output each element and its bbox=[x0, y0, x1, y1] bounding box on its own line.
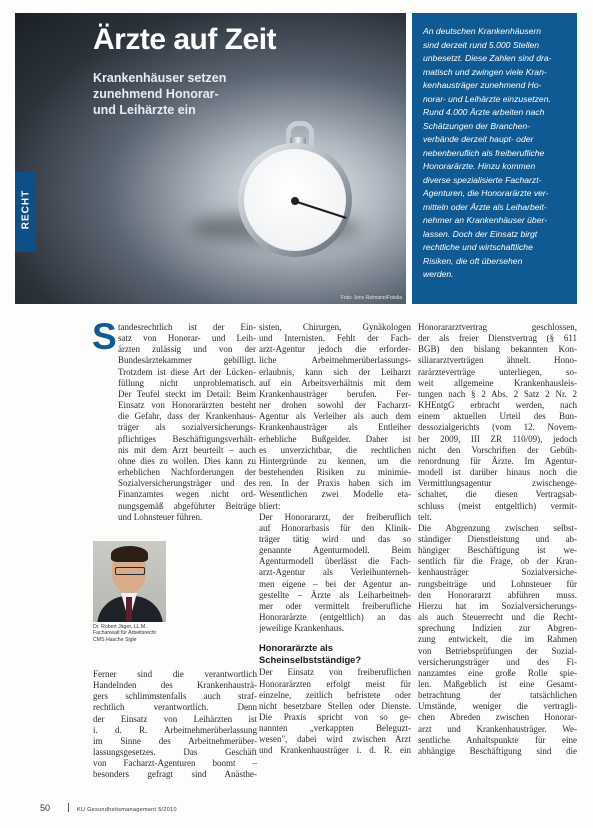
text-line: nicht besetzbare Stellen oder Dienste. bbox=[259, 700, 411, 711]
text-line: bestehenden Risiken zu minimie- bbox=[259, 467, 411, 478]
text-line: Vermittlungsagentur zwischenge- bbox=[418, 478, 577, 489]
text-line: kenhausträger Sozialversiche- bbox=[418, 567, 577, 578]
text-line: men eigene – bei der Agentur an- bbox=[259, 578, 411, 589]
article-subtitle bbox=[93, 70, 293, 118]
text-line: Krankenhausträger berufen. Fer- bbox=[259, 388, 411, 399]
stopwatch-hub bbox=[291, 197, 299, 205]
column-2-body bbox=[259, 322, 411, 634]
text-line: chen Abreden zwischen Honorar- bbox=[418, 712, 577, 723]
subhead-line: Honorarärzte als bbox=[259, 642, 333, 654]
text-line: ren. In der Praxis haben sich im bbox=[259, 478, 411, 489]
text-line: nannten „verkappten Beleguzt- bbox=[259, 723, 411, 734]
text-line: Umstände, weniger die vertragli- bbox=[418, 701, 577, 712]
text-line: der Einsatz von Leihärzten ist bbox=[93, 713, 257, 724]
text-line: und Krankenhausträger i. d. R. ein bbox=[259, 745, 411, 756]
text-line: ber 2009, III ZR 110/09), jedoch bbox=[418, 433, 577, 444]
section-tab bbox=[15, 172, 36, 252]
author-portrait bbox=[93, 541, 166, 622]
text-line: liche Arbeitnehmerüberlassungs- bbox=[259, 355, 411, 366]
text-line: ohne dies zu wollen. Dies kann zu bbox=[118, 455, 256, 466]
text-line: Bundesärztekammer gebilligt. bbox=[118, 355, 256, 366]
page-footer bbox=[40, 803, 177, 813]
hero-photo bbox=[15, 13, 406, 304]
text-line: erhebliche Bußgelder. Daher ist bbox=[259, 433, 411, 444]
text-line: bliert: bbox=[259, 500, 281, 511]
text-line: Die Praxis spricht von so ge- bbox=[259, 712, 411, 722]
text-line: gestellte – Ärzte als Leiharbeitneh- bbox=[259, 589, 411, 600]
text-line: erlaubnis, kann sich der Leiharzt bbox=[259, 366, 411, 377]
text-line: es unverzichtbar, die rechtlichen bbox=[259, 444, 411, 455]
text-line: sprechung Indizien zur Abgren- bbox=[418, 623, 577, 634]
photo-credit: Foto: Jens Reimann/Fotolia bbox=[340, 295, 402, 301]
intro-box bbox=[412, 13, 577, 304]
text-line: rungsbeiträge und Lohnsteuer für bbox=[418, 578, 577, 589]
text-line: satz von Honorar- und Leih- bbox=[118, 333, 256, 344]
text-line: ärzten zulässig und von der bbox=[118, 344, 256, 355]
text-line: arzt-Agentur jedoch die erforder- bbox=[259, 344, 411, 355]
intro-line: mitteln oder Ärzte als Leiharbeit- bbox=[423, 201, 547, 212]
text-line: schluss (meist entgeltlich) vermit- bbox=[418, 500, 577, 511]
text-line: Finanzamtes wegen nicht ord- bbox=[118, 489, 256, 500]
text-line: auf ein Arbeitsverhältnis mit dem bbox=[259, 377, 411, 388]
text-line: KHEntgG erbracht werden, nach bbox=[418, 400, 577, 411]
text-line: gers schlimmstenfalls auch straf- bbox=[93, 691, 257, 702]
article-title: Ärzte auf Zeit bbox=[93, 23, 277, 56]
text-line: Hierzu hat im Sozialversicherungs- bbox=[418, 600, 577, 611]
intro-line: Risiken, die oft übersehen bbox=[423, 255, 523, 266]
intro-line: sind derzeit rund 5.000 Stellen bbox=[423, 39, 540, 50]
text-line: Wesentlichen zwei Modelle eta- bbox=[259, 489, 411, 500]
text-line: BGB) den bislang bekannten Kon- bbox=[418, 344, 577, 355]
text-line: träger als sozialversicherungs- bbox=[118, 422, 256, 433]
intro-line: matisch und zwingen viele Kran- bbox=[423, 66, 547, 77]
intro-line: rechtliche und wirtschaftliche bbox=[423, 242, 533, 252]
text-line: Krankenhausträger als Entleiher bbox=[259, 422, 411, 433]
text-line: Agenturmodell überlässt die Fach- bbox=[259, 556, 411, 567]
text-line: weit allgemeine Krankenhausleis- bbox=[418, 377, 577, 388]
text-line: Honorarärzte (entgeltlich) an das bbox=[259, 612, 411, 623]
text-line: einem aktuellen Urteil des Bun- bbox=[418, 411, 577, 422]
text-line: träger tätig wird und das so bbox=[259, 533, 411, 544]
intro-line: Rund 4.000 Ärzte arbeiten nach bbox=[423, 107, 545, 117]
text-line: von Betriebsprüfungen der Sozial- bbox=[418, 645, 577, 656]
text-line: und Lohnsteuer führen. bbox=[118, 511, 203, 522]
footer-separator bbox=[68, 803, 69, 812]
text-line: die Gefahr, dass der Krankenhaus- bbox=[118, 411, 256, 422]
text-line: dessozialgerichts (vom 12. Novem- bbox=[418, 422, 577, 433]
text-line: rarärzteverträge unterliegen, so- bbox=[418, 366, 577, 377]
intro-line: Schätzungen der Branchen- bbox=[423, 120, 531, 131]
text-line: erheblichen Nachforderungen der bbox=[118, 467, 256, 478]
text-line: genannte Agenturmodell. Beim bbox=[259, 545, 411, 556]
column-2 bbox=[259, 322, 411, 757]
subtitle-line: zunehmend Honorar- bbox=[93, 87, 219, 101]
text-line: als auch Steuerrecht und die Recht- bbox=[418, 612, 577, 623]
text-line: Der Honorararzt, der freiberuflich bbox=[259, 511, 411, 522]
page-number: 50 bbox=[40, 803, 51, 813]
text-line: schaltet, die diesen Vertragsab- bbox=[418, 489, 577, 500]
text-line: ner drohen sowohl der Facharzt- bbox=[259, 400, 411, 411]
author-caption bbox=[93, 624, 156, 643]
intro-line: verbände derzeit haupt- oder bbox=[423, 134, 534, 144]
text-line: Honorarärzten erfolgt meist für bbox=[259, 678, 411, 689]
intro-line: An deutschen Krankenhäusern bbox=[423, 26, 542, 36]
text-line: versicherungsträger und des Fi- bbox=[418, 656, 577, 667]
section-label: RECHT bbox=[20, 189, 32, 230]
caption-line: Fachanwalt für Arbeitsrecht bbox=[93, 630, 156, 637]
subtitle-line: Krankenhäuser setzen bbox=[93, 71, 227, 85]
text-line: arzt und Krankenhausträger. We- bbox=[418, 723, 577, 734]
text-line: tungen nach § 2 Abs. 2 Satz 2 Nr. 2 bbox=[418, 388, 577, 399]
text-line: abhängige Beschäftigung sind die bbox=[418, 745, 577, 756]
intro-line: werden. bbox=[423, 269, 454, 279]
text-line: Der Einsatz von freiberuflichen bbox=[259, 667, 411, 678]
text-line: pflichtiges Beschäftigungsverhält- bbox=[118, 433, 256, 444]
drop-cap: S bbox=[92, 316, 117, 357]
text-line: Trotzdem ist diese Art der Lücken- bbox=[118, 366, 256, 377]
intro-line: Honorarärzte. Hinzu kommen bbox=[423, 161, 536, 171]
text-line: Ferner sind die verantwortlich bbox=[93, 669, 257, 679]
text-line: Der Teufel steckt im Detail: Beim bbox=[118, 388, 256, 399]
intro-line: unbesetzt. Diese Zahlen sind dra- bbox=[423, 53, 552, 63]
intro-line: Agenturen, die Honorarärzte ver- bbox=[423, 188, 549, 198]
column-2-body-continued bbox=[259, 667, 411, 756]
text-line: i. d. R. Arbeitnehmerüberlassung bbox=[93, 724, 257, 735]
caption-line: Dr. Robert Jäger, LL.M. bbox=[93, 624, 147, 630]
text-line: betrachtung der tatsächlichen bbox=[418, 690, 577, 701]
text-line: sentlich für die Frage, ob der Kran- bbox=[418, 556, 577, 567]
text-line: renordnung für Ärzte. Im Agentur- bbox=[418, 455, 577, 466]
column-1-continued bbox=[93, 669, 257, 781]
text-line: nungsgemäß abgeführter Beiträge bbox=[118, 500, 256, 511]
column-1-intro bbox=[118, 322, 256, 523]
caption-line: CMS Hasche Sigle bbox=[93, 636, 137, 643]
portrait-tie bbox=[126, 597, 132, 621]
section-subhead bbox=[259, 642, 411, 665]
text-line: nicht den Vorschriften der Gebüh- bbox=[418, 444, 577, 455]
column-3 bbox=[418, 322, 577, 757]
text-line: wesen", dabei wird zwischen Arzt bbox=[259, 734, 411, 745]
text-line: tandesrechtlich ist der Ein- bbox=[118, 322, 256, 332]
text-line: füllung nicht unproblematisch. bbox=[118, 377, 256, 388]
text-line: nis mit dem Arzt beurteilt – auch bbox=[118, 444, 256, 455]
intro-line: kenhausträger zunehmend Ho- bbox=[423, 80, 542, 90]
text-line: ständiger Dienstleistung und ab- bbox=[418, 533, 577, 544]
intro-line: diverse spezialisierte Facharzt- bbox=[423, 174, 542, 185]
text-line: auf Honorarbasis für den Klinik- bbox=[259, 522, 411, 533]
portrait-hair bbox=[111, 546, 148, 562]
text-line: mer oder vermittelt freiberufliche bbox=[259, 600, 411, 611]
text-line: jeweilige Krankenhaus. bbox=[259, 623, 344, 634]
journal-name: KU Gesundheitsmanagement 5/2010 bbox=[77, 807, 177, 813]
text-line: hängiger Beschäftigung ist we- bbox=[418, 545, 577, 556]
intro-line: nebenberuflich als freiberufliche bbox=[423, 147, 545, 158]
text-line: von Facharzt-Agenturen boomt – bbox=[93, 758, 257, 769]
text-line: und Internisten. Fehlt der Fach- bbox=[259, 333, 411, 344]
subtitle-line: und Leihärzte ein bbox=[93, 103, 196, 117]
text-line: sentliche Anhaltspunkte für eine bbox=[418, 734, 577, 745]
text-line: rechtlich verantwortlich. Denn bbox=[93, 702, 257, 713]
text-line: Sozialversicherungsträger und des bbox=[118, 478, 256, 489]
text-line: besonders gefragt sind Anästhe- bbox=[93, 769, 257, 780]
text-line: der als freier Dienstvertrag (§ 611 bbox=[418, 333, 577, 344]
text-line: Die Abgrenzung zwischen selbst- bbox=[418, 522, 577, 533]
text-line: Honorararztvertrag geschlossen, bbox=[418, 322, 577, 332]
text-line: Einsatz von Honorarärzten besteht bbox=[118, 400, 256, 411]
text-line: telt. bbox=[418, 511, 432, 522]
text-line: lassungsgesetzes. Das Geschäft bbox=[93, 747, 257, 758]
text-line: einzelne, zeitlich befristete oder bbox=[259, 689, 411, 700]
text-line: siliararztverträgen ähnelt. Hono- bbox=[418, 355, 577, 366]
text-line: im Sinne des Arbeitnehmerüber- bbox=[93, 735, 257, 746]
text-line: len. Maßgeblich ist eine Gesamt- bbox=[418, 679, 577, 689]
intro-line: lassen. Doch der Einsatz birgt bbox=[423, 228, 538, 239]
text-line: modell ist darüber hinaus noch die bbox=[418, 467, 577, 478]
intro-text bbox=[412, 13, 577, 282]
text-line: den Honorararzt abführen muss. bbox=[418, 589, 577, 600]
text-line: nanzamtes eine große Rolle spie- bbox=[418, 667, 577, 678]
text-line: sisten, Chirurgen, Gynäkologen bbox=[259, 322, 411, 332]
text-line: zung entwickelt, die im Rahmen bbox=[418, 634, 577, 645]
intro-line: nehmer an Krankenhäuser über- bbox=[423, 215, 548, 225]
subhead-line: Scheinselbstständige? bbox=[259, 653, 362, 665]
portrait-glasses bbox=[115, 567, 145, 575]
text-line: Agentur als Verleiher als auch dem bbox=[259, 411, 411, 422]
text-line: Hintergründe zu kennen, um die bbox=[259, 455, 411, 466]
text-line: Handelnden des Krankenhausträ- bbox=[93, 680, 257, 691]
text-line: arzt-Agentur als Verleihunterneh- bbox=[259, 567, 411, 578]
intro-line: norar- und Leihärzte einzusetzen. bbox=[423, 93, 551, 104]
